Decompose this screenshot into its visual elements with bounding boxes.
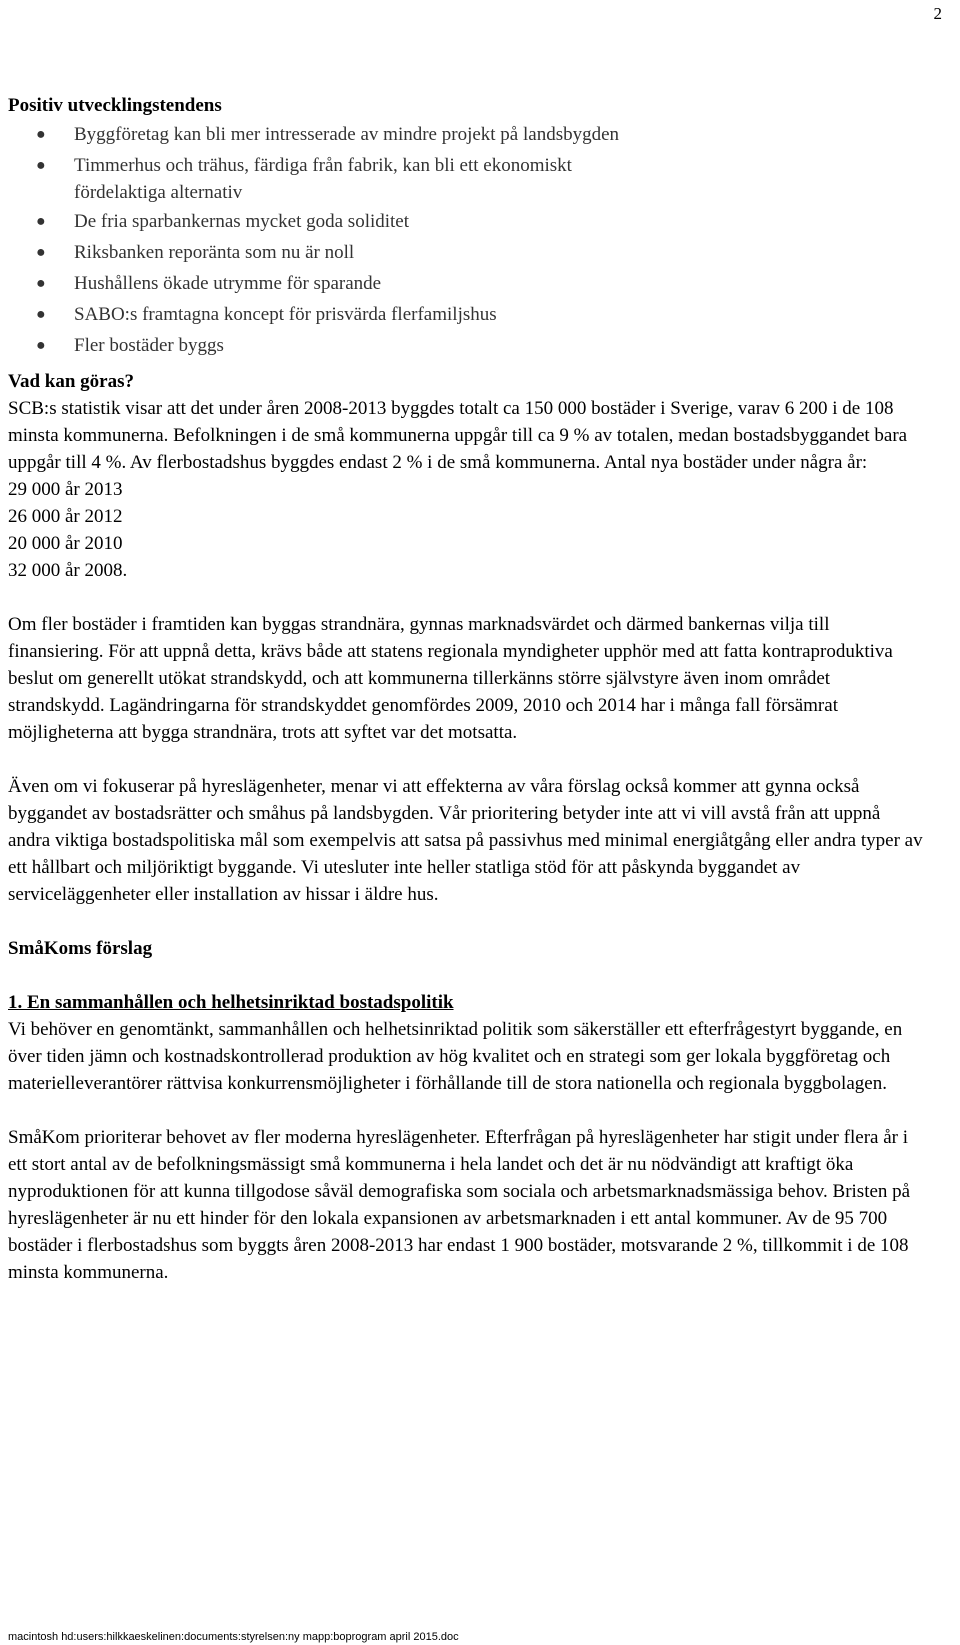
list-item-text: Byggföretag kan bli mer intresserade av mindre projekt på landsbygden xyxy=(74,124,620,145)
subheading-bostadspolitik: 1. En sammanhållen och helhetsinriktad bostadspolitik xyxy=(8,992,454,1013)
list-item xyxy=(8,299,923,330)
list-item-text: De fria sparbankernas mycket goda soliditet xyxy=(74,211,410,232)
spacer xyxy=(8,746,923,773)
paragraph-hyreslagenheter: Även om vi fokuserar på hyreslägenheter, menar vi att effekterna av våra förslag också kommer att gynna också byggandet av bostadsrätter och småhus på landsbygden. Vår prioritering betyder inte att vi vill avstå från att uppnå andra viktiga bostadspolitiska mål som exempelvis att satsa på passivhus med minimal energiåtgång eller andra typer av ett hållbart och miljöriktigt byggande. Vi utesluter inte heller statliga stöd för att påskynda byggandet av serviceläggenheter eller installation av hissar i äldre hus. xyxy=(8,776,923,905)
bullet-list xyxy=(8,119,923,361)
list-item xyxy=(8,119,923,150)
list-item xyxy=(8,237,923,268)
list-item-text: Timmerhus och trähus, färdiga från fabrik, kan bli ett ekonomiskt xyxy=(74,155,572,176)
section-heading-vad-kan-goras: Vad kan göras? xyxy=(8,371,135,392)
spacer xyxy=(8,962,923,989)
list-item xyxy=(8,268,923,299)
year-line: 20 000 år 2010 xyxy=(8,533,123,554)
bullet-icon: ● xyxy=(36,126,46,143)
bullet-icon: ● xyxy=(36,306,46,323)
spacer xyxy=(8,908,923,935)
list-item-text-continued: fördelaktiga alternativ xyxy=(74,182,243,203)
bullet-icon: ● xyxy=(36,337,46,354)
spacer xyxy=(8,584,923,611)
paragraph-smakom-prioriterar: SmåKom prioriterar behovet av fler moderna hyreslägenheter. Efterfrågan på hyreslägenheter har stigit under flera år i ett stort antal av de befolkningsmässigt små kommunerna i hela landet och det är nu nödvändigt att kraftigt öka nyproduktionen för att kunna tillgodose såväl demografiska som sociala och arbetsmarknadsmässiga behov. Bristen på hyreslägenheter är nu ett hinder för den lokala expansionen av arbetsmarknaden i ett antal kommuner. Av de 95 700 bostäder i flerbostadshus som byggts åren 2008-2013 har endast 1 900 bostäder, motsvarande 2 %, tillkommit i de 108 minsta kommunerna. xyxy=(8,1127,911,1283)
section-heading-positiv: Positiv utvecklingstendens xyxy=(8,95,222,116)
paragraph-strandskydd: Om fler bostäder i framtiden kan byggas strandnära, gynnas marknadsvärdet och därmed bankernas vilja till finansiering. För att uppnå detta, krävs både att statens regionala myndigheter upphör med att fatta kontraproduktiva beslut om generellt utökat strandskydd, och att kommunerna tillerkänns större självstyre även inom området strandskydd. Lagändringarna för strandskyddet genomfördes 2009, 2010 och 2014 har i många fall försämrat möjligheterna att bygga strandnära, trots att syftet var det motsatta. xyxy=(8,614,893,743)
page-number: 2 xyxy=(933,4,942,23)
bullet-icon: ● xyxy=(36,157,46,174)
year-line: 29 000 år 2013 xyxy=(8,479,123,500)
list-item-text: Hushållens ökade utrymme för sparande xyxy=(74,273,382,294)
year-list xyxy=(8,476,923,584)
year-line: 32 000 år 2008. xyxy=(8,560,128,581)
list-item xyxy=(8,330,923,361)
list-item xyxy=(8,150,923,206)
paragraph-statistik: SCB:s statistik visar att det under åren 2008-2013 byggdes totalt ca 150 000 bostäder i Sverige, varav 6 200 i de 108 minsta kommunerna. Befolkningen i de små kommunerna uppgår till ca 9 % av totalen, medan bostadsbyggandet bara uppgår till 4 %. Av flerbostadshus byggdes endast 2 % i de små kommunerna. Antal nya bostäder under några år: xyxy=(8,398,908,473)
bullet-icon: ● xyxy=(36,244,46,261)
bullet-icon: ● xyxy=(36,213,46,230)
document-body xyxy=(8,92,923,1286)
list-item-text: Riksbanken reporänta som nu är noll xyxy=(74,242,355,263)
list-item-text: SABO:s framtagna koncept för prisvärda flerfamiljshus xyxy=(74,304,497,325)
bullet-icon: ● xyxy=(36,275,46,292)
year-line: 26 000 år 2012 xyxy=(8,506,123,527)
spacer xyxy=(8,1097,923,1124)
section-heading-smakoms-forslag: SmåKoms förslag xyxy=(8,938,153,959)
list-item-text: Fler bostäder byggs xyxy=(74,335,224,356)
paragraph-politik: Vi behöver en genomtänkt, sammanhållen och helhetsinriktad politik som säkerställer ett efterfrågestyrt byggande, en över tiden jämn och kostnadskontrollerad produktion av hög kvalitet och en strategi som ger lokala byggföretag och materielleverantörer rättvisa konkurrensmöjligheter i förhållande till de stora nationella och regionala byggbolagen. xyxy=(8,1019,903,1094)
list-item xyxy=(8,206,923,237)
footer-file-path: macintosh hd:users:hilkkaeskelinen:documents:styrelsen:ny mapp:boprogram april 2015.doc xyxy=(8,1631,459,1643)
